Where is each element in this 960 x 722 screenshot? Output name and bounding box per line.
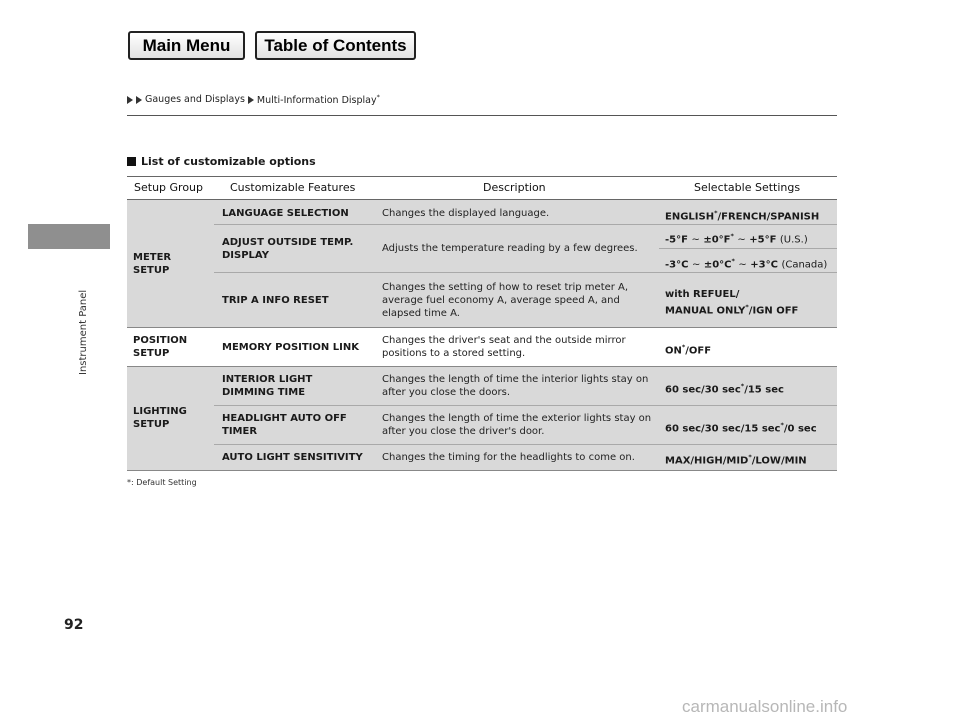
triangle-right-icon [136, 96, 142, 104]
header-customizable-features: Customizable Features [230, 181, 356, 194]
sidebar-section-tab [28, 224, 110, 249]
footnote: *: Default Setting [127, 478, 197, 487]
settings-temp-us: -5°F ~ ±0°F* ~ +5°F (U.S.) [665, 232, 808, 246]
table-of-contents-button[interactable]: Table of Contents [255, 31, 416, 60]
feature-adjust-outside-temp: ADJUST OUTSIDE TEMP. DISPLAY [222, 237, 354, 261]
desc-adjust-outside-temp: Adjusts the temperature reading by a few degrees. [382, 243, 638, 254]
desc-memory-position-link: Changes the driver's seat and the outside mirror positions to a stored setting. [382, 335, 626, 359]
settings-memory-position-link: ON*/OFF [665, 343, 712, 357]
row-divider [214, 405, 837, 406]
header-setup-group: Setup Group [134, 181, 204, 194]
feature-interior-light-dimming: INTERIOR LIGHT DIMMING TIME [222, 374, 313, 398]
breadcrumb-item-multi-info[interactable]: Multi-Information Display* [256, 93, 380, 107]
row-divider [214, 224, 837, 225]
main-menu-button[interactable]: Main Menu [128, 31, 245, 60]
breadcrumb-item-gauges[interactable]: Gauges and Displays [145, 94, 245, 106]
header-selectable-settings: Selectable Settings [694, 181, 801, 194]
row-divider [127, 327, 837, 328]
desc-headlight-auto-off: Changes the length of time the exterior lights stay on after you close the driver's door. [382, 413, 652, 437]
settings-headlight-auto-off: 60 sec/30 sec/15 sec*/0 sec [665, 421, 817, 435]
feature-language-selection: LANGUAGE SELECTION [222, 208, 349, 219]
row-divider [214, 444, 837, 445]
watermark: carmanualsonline.info [682, 697, 848, 716]
header-rule [127, 115, 837, 116]
triangle-right-icon [248, 96, 254, 104]
group-position-setup: POSITION SETUP [133, 335, 188, 359]
group-lighting-setup: LIGHTING SETUP [133, 406, 187, 430]
group-meter-setup: METER SETUP [133, 252, 172, 276]
feature-auto-light-sensitivity: AUTO LIGHT SENSITIVITY [222, 452, 363, 463]
row-divider [659, 248, 837, 249]
triangle-right-icon [127, 96, 133, 104]
feature-trip-a-info-reset: TRIP A INFO RESET [222, 295, 329, 306]
breadcrumb [127, 93, 380, 106]
table-bottom-rule [127, 470, 837, 471]
page-number: 92 [64, 617, 84, 633]
feature-memory-position-link: MEMORY POSITION LINK [222, 342, 359, 353]
section-title: List of customizable options [127, 155, 316, 168]
row-divider [214, 272, 837, 273]
table-header-rule-top [127, 176, 837, 177]
feature-headlight-auto-off: HEADLIGHT AUTO OFF TIMER [222, 413, 347, 437]
desc-trip-a-info-reset: Changes the setting of how to reset trip meter A, average fuel economy A, average speed A, and elapsed time A. [382, 282, 629, 319]
settings-temp-canada: -3°C ~ ±0°C* ~ +3°C (Canada) [665, 257, 828, 271]
desc-auto-light-sensitivity: Changes the timing for the headlights to come on. [382, 452, 635, 463]
desc-interior-light-dimming: Changes the length of time the interior lights stay on after you close the doors. [382, 374, 649, 398]
sidebar-section-label: Instrument Panel [78, 289, 89, 375]
settings-trip-a-info-reset: with REFUEL/ MANUAL ONLY*/IGN OFF [665, 289, 799, 317]
header-description: Description [483, 181, 546, 194]
settings-auto-light-sensitivity: MAX/HIGH/MID*/LOW/MIN [665, 453, 807, 467]
settings-interior-light-dimming: 60 sec/30 sec*/15 sec [665, 382, 784, 396]
desc-language-selection: Changes the displayed language. [382, 208, 550, 219]
square-bullet-icon [127, 157, 136, 166]
settings-language-selection: ENGLISH*/FRENCH/SPANISH [665, 209, 820, 223]
